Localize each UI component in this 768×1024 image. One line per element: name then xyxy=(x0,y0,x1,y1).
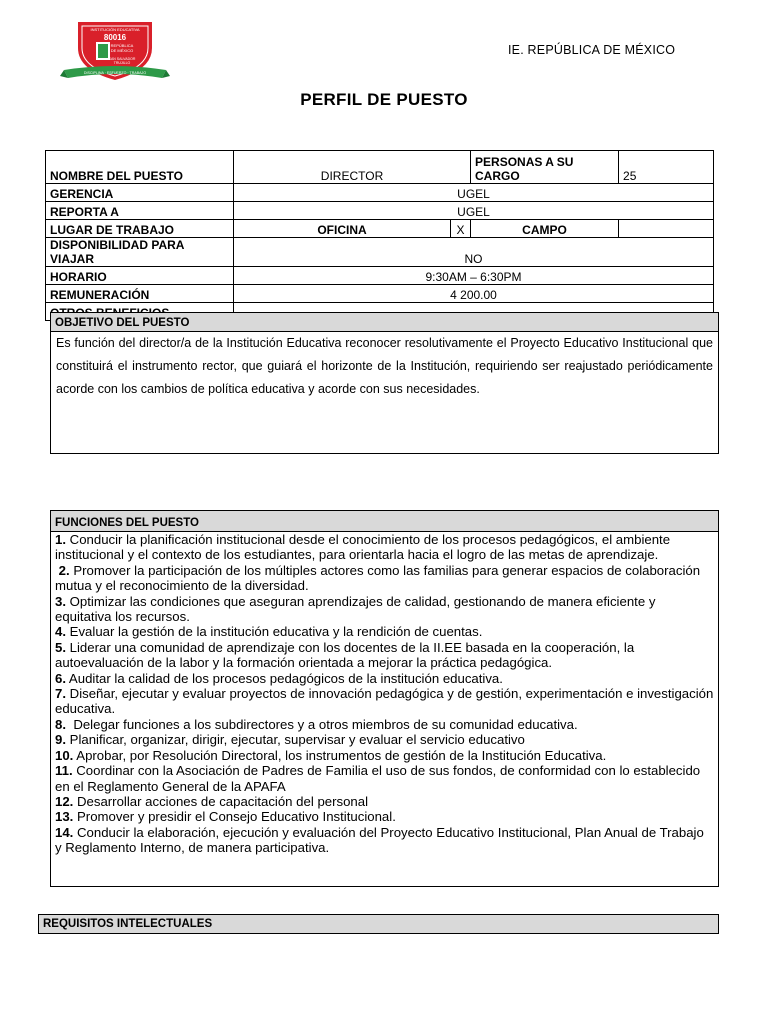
management-label: GERENCIA xyxy=(46,184,234,202)
function-number: 3. xyxy=(55,593,66,609)
requirements-heading: REQUISITOS INTELECTUALES xyxy=(43,918,213,930)
function-number: 6. xyxy=(55,670,66,686)
function-text: Coordinar con la Asociación de Padres de Familia el uso de sus fondos, de conformidad con lo establecido en el Reglamento General de la APAFA xyxy=(55,763,701,794)
table-row xyxy=(46,202,714,220)
staff-value: 25 xyxy=(619,151,714,184)
field-mark xyxy=(619,220,714,238)
functions-list xyxy=(51,532,718,856)
function-number: 7. xyxy=(55,686,66,702)
logo-top-text: INSTITUCIÓN EDUCATIVA xyxy=(90,27,140,32)
requirements-section xyxy=(38,914,719,934)
function-number: 14. xyxy=(55,824,74,840)
schedule-value: 9:30AM – 6:30PM xyxy=(234,267,714,285)
list-item xyxy=(55,748,714,763)
job-info-table xyxy=(45,150,714,321)
objective-heading: OBJETIVO DEL PUESTO xyxy=(51,313,718,332)
function-number: 4. xyxy=(55,624,66,640)
list-item xyxy=(55,825,714,856)
schedule-label: HORARIO xyxy=(46,267,234,285)
reports-to-label: REPORTA A xyxy=(46,202,234,220)
field-label: CAMPO xyxy=(471,220,619,238)
logo-name-line-1: REPÚBLICA xyxy=(110,43,134,48)
function-number: 11. xyxy=(55,763,73,779)
function-number: 10. xyxy=(55,747,74,763)
reports-to-value: UGEL xyxy=(234,202,714,220)
function-number: 1. xyxy=(55,532,66,547)
logo-location-line-1: SAN SALVADOR xyxy=(108,57,136,61)
list-item xyxy=(55,794,714,809)
functions-section xyxy=(50,510,719,887)
table-row xyxy=(46,184,714,202)
list-item xyxy=(55,532,714,563)
function-text: Desarrollar acciones de capacitación del personal xyxy=(73,793,369,809)
salary-value: 4 200.00 xyxy=(234,285,714,303)
workplace-label: LUGAR DE TRABAJO xyxy=(46,220,234,238)
table-row xyxy=(46,267,714,285)
function-text: Delegar funciones a los subdirectores y a otros miembros de su comunidad educativa. xyxy=(66,716,578,732)
objective-section xyxy=(50,312,719,454)
function-text: Diseñar, ejecutar y evaluar proyectos de innovación pedagógica y de gestión, experimentación e investigación educativa. xyxy=(55,686,714,717)
function-text: Conducir la elaboración, ejecución y evaluación del Proyecto Educativo Institucional, Plan Anual de Trabajo y Reglamento Interno, de manera participativa. xyxy=(55,824,704,856)
list-item xyxy=(55,594,714,625)
list-item xyxy=(55,717,714,732)
function-text: Optimizar las condiciones que aseguran aprendizajes de calidad, gestionando de manera eficiente y equitativa los recursos. xyxy=(55,593,656,625)
function-text: Promover y presidir el Consejo Educativo Institucional. xyxy=(73,809,396,825)
function-text: Auditar la calidad de los procesos pedagógicos de la institución educativa. xyxy=(66,670,503,686)
table-row xyxy=(46,151,714,184)
function-number: 12. xyxy=(55,793,74,809)
functions-heading: FUNCIONES DEL PUESTO xyxy=(51,511,718,532)
list-item xyxy=(55,624,714,639)
page-title: PERFIL DE PUESTO xyxy=(300,90,468,109)
function-text: Aprobar, por Resolución Directoral, los instrumentos de gestión de la Institución Educativa. xyxy=(73,747,607,763)
function-number: 13. xyxy=(55,809,74,825)
staff-label: PERSONAS A SU CARGO xyxy=(471,151,619,184)
travel-label: DISPONIBILIDAD PARA VIAJAR xyxy=(46,238,234,267)
logo-location-line-2: TRUJILLO xyxy=(113,61,131,65)
list-item xyxy=(55,732,714,747)
logo-name-line-2: DE MÉXICO xyxy=(110,48,134,53)
management-value: UGEL xyxy=(234,184,714,202)
table-row xyxy=(46,238,714,267)
list-item xyxy=(55,763,714,794)
function-number: 2. xyxy=(55,562,70,578)
institution-name: IE. REPÚBLICA DE MÉXICO xyxy=(508,43,676,57)
job-name-label: NOMBRE DEL PUESTO xyxy=(46,151,234,184)
travel-value: NO xyxy=(234,238,714,267)
school-logo xyxy=(60,18,170,88)
list-item xyxy=(55,563,714,594)
function-number: 9. xyxy=(55,732,66,748)
list-item xyxy=(55,809,714,824)
function-text: Evaluar la gestión de la institución educativa y la rendición de cuentas. xyxy=(66,624,483,640)
function-number: 5. xyxy=(55,639,66,655)
logo-motto: DISCIPLINA · ESFUERZO · TRABAJO xyxy=(83,71,147,75)
list-item xyxy=(55,640,714,671)
objective-text: Es función del director/a de la Institución Educativa reconocer resolutivamente el Proyecto Educativo Institucional que constituirá el instrumento rector, que guiará el horizonte de la Institución, requiriendo ser reajustado periódicamente acorde con los cambios de política educativa y acorde con sus necesidades. xyxy=(56,336,713,396)
function-text: Planificar, organizar, dirigir, ejecutar, supervisar y evaluar el servicio educativo xyxy=(66,732,525,748)
office-mark: X xyxy=(451,220,471,238)
function-text: Promover la participación de los múltiples actores como las familias para generar espacios de colaboración mutua y el reconocimiento de la diversidad. xyxy=(55,562,701,594)
job-name-value: DIRECTOR xyxy=(234,151,471,184)
list-item xyxy=(55,671,714,686)
table-row xyxy=(46,220,714,238)
table-row xyxy=(46,285,714,303)
office-label: OFICINA xyxy=(234,220,451,238)
list-item xyxy=(55,686,714,717)
salary-label: REMUNERACIÓN xyxy=(46,285,234,303)
logo-number: 80016 xyxy=(103,33,127,42)
function-text: Liderar una comunidad de aprendizaje con los docentes de la II.EE basada en la cooperación, la autoevaluación de la labor y la formación orientada a mejorar la práctica pedagógica. xyxy=(55,639,635,671)
function-number: 8. xyxy=(55,716,66,732)
function-text: Conducir la planificación institucional desde el conocimiento de los procesos pedagógicos, el ambiente institucional y el contexto de los estudiantes, para orientarla hacia el logro de las metas de aprendizaje. xyxy=(55,532,671,563)
